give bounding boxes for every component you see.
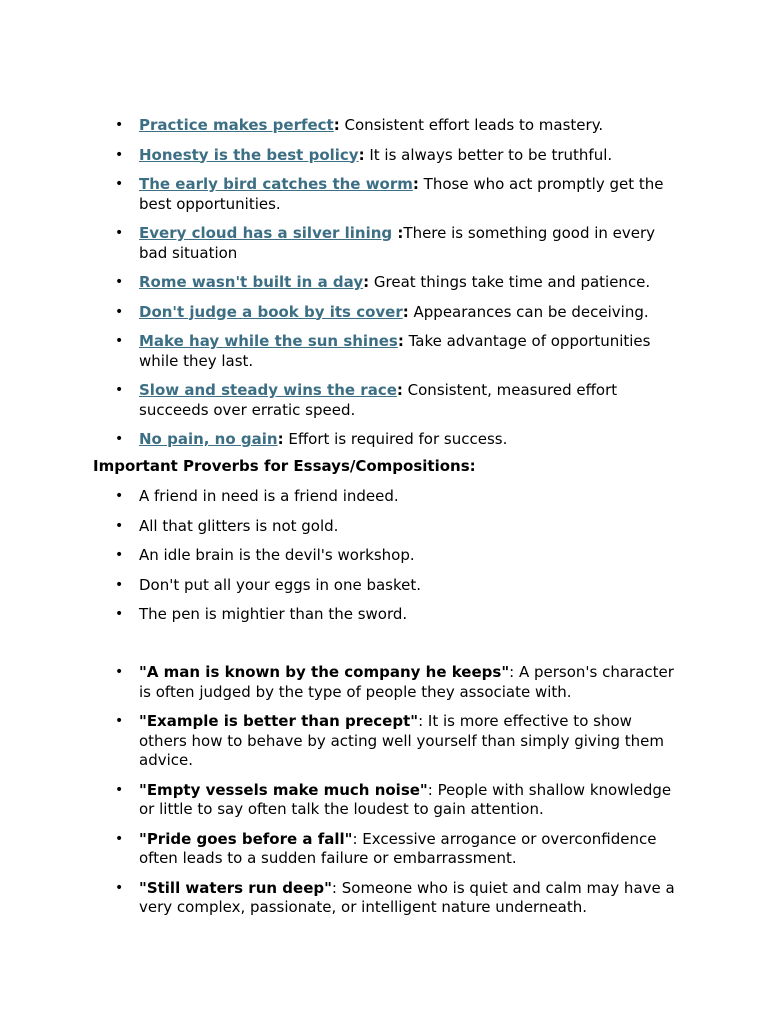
- separator: :: [358, 145, 365, 164]
- proverb-meaning: : A person's character is often judged by the type of people they associate with.: [139, 663, 674, 701]
- list-item: [139, 712, 684, 771]
- list-item: [139, 430, 684, 450]
- proverb-link[interactable]: Don't judge a book by its cover: [139, 302, 403, 321]
- section-heading: Important Proverbs for Essays/Compositions:: [93, 457, 476, 475]
- proverb-term: "Still waters run deep": [139, 878, 332, 897]
- proverb-meaning: Consistent effort leads to mastery.: [339, 116, 604, 134]
- proverb-meaning: : Someone who is quiet and calm may have a very complex, passionate, or intelligent nature underneath.: [139, 878, 675, 916]
- proverb-link[interactable]: Honesty is the best policy: [139, 145, 359, 164]
- proverb-meaning: There is something good in every bad situation: [139, 224, 656, 262]
- proverb-link[interactable]: Rome wasn't built in a day: [139, 273, 364, 291]
- list-item: • Don't put all your eggs in one basket.: [139, 576, 684, 596]
- proverb-meaning: : Excessive arrogance or overconfidence often leads to a sudden failure or embarrassment.: [139, 829, 657, 867]
- list-item: [139, 781, 684, 820]
- proverb-link[interactable]: Slow and steady wins the race: [139, 381, 397, 399]
- separator: :: [363, 273, 370, 291]
- separator: :: [333, 116, 340, 134]
- list-item: • An idle brain is the devil's workshop.: [139, 546, 684, 566]
- proverb-meaning: Great things take time and patience.: [369, 273, 651, 291]
- list-item: [139, 273, 684, 293]
- proverb-link[interactable]: The early bird catches the worm: [139, 175, 413, 193]
- proverb-term: "Empty vessels make much noise": [139, 780, 428, 799]
- list-item: [139, 332, 684, 371]
- proverb-meaning: Those who act promptly get the best opportunities.: [139, 175, 664, 213]
- list-item: • All that glitters is not gold.: [139, 517, 684, 537]
- proverb-link[interactable]: No pain, no gain: [139, 430, 278, 448]
- separator: :: [277, 430, 284, 448]
- proverb-link[interactable]: Every cloud has a silver lining: [139, 224, 393, 242]
- list-item: [139, 116, 684, 136]
- quoted-proverbs-list: [139, 663, 684, 928]
- list-item: [139, 879, 684, 918]
- proverb-meaning: : People with shallow knowledge or little to say often talk the loudest to gain attention.: [139, 780, 672, 818]
- proverb-meaning: Appearances can be deceiving.: [408, 302, 649, 321]
- list-item: [139, 303, 684, 323]
- proverb-term: "A man is known by the company he keeps": [139, 663, 510, 681]
- list-item: [139, 381, 684, 420]
- list-item: [139, 830, 684, 869]
- proverb-link[interactable]: Practice makes perfect: [139, 116, 334, 134]
- essay-proverbs-list: [139, 487, 684, 635]
- proverb-meaning: Effort is required for success.: [283, 430, 508, 448]
- separator: :: [397, 332, 404, 350]
- list-item: • A friend in need is a friend indeed.: [139, 487, 684, 507]
- proverb-link[interactable]: Make hay while the sun shines: [139, 332, 398, 350]
- list-item: [139, 175, 684, 214]
- list-item: • The pen is mightier than the sword.: [139, 605, 684, 625]
- list-item: [139, 146, 684, 166]
- separator: :: [402, 302, 409, 321]
- proverb-term: "Example is better than precept": [139, 712, 419, 730]
- proverb-meaning: Consistent, measured effort succeeds over erratic speed.: [139, 381, 618, 419]
- proverb-meaning: : It is more effective to show others how to behave by acting well yourself than simply giving them advice.: [139, 712, 664, 769]
- proverb-meaning: It is always better to be truthful.: [364, 145, 613, 164]
- list-item: [139, 663, 684, 702]
- separator: :: [412, 175, 419, 193]
- list-item: [139, 224, 684, 263]
- linked-proverbs-list: [139, 116, 684, 460]
- proverb-term: "Pride goes before a fall": [139, 829, 353, 848]
- separator: :: [396, 381, 403, 399]
- separator: :: [392, 224, 404, 242]
- proverb-meaning: Take advantage of opportunities while they last.: [139, 332, 651, 370]
